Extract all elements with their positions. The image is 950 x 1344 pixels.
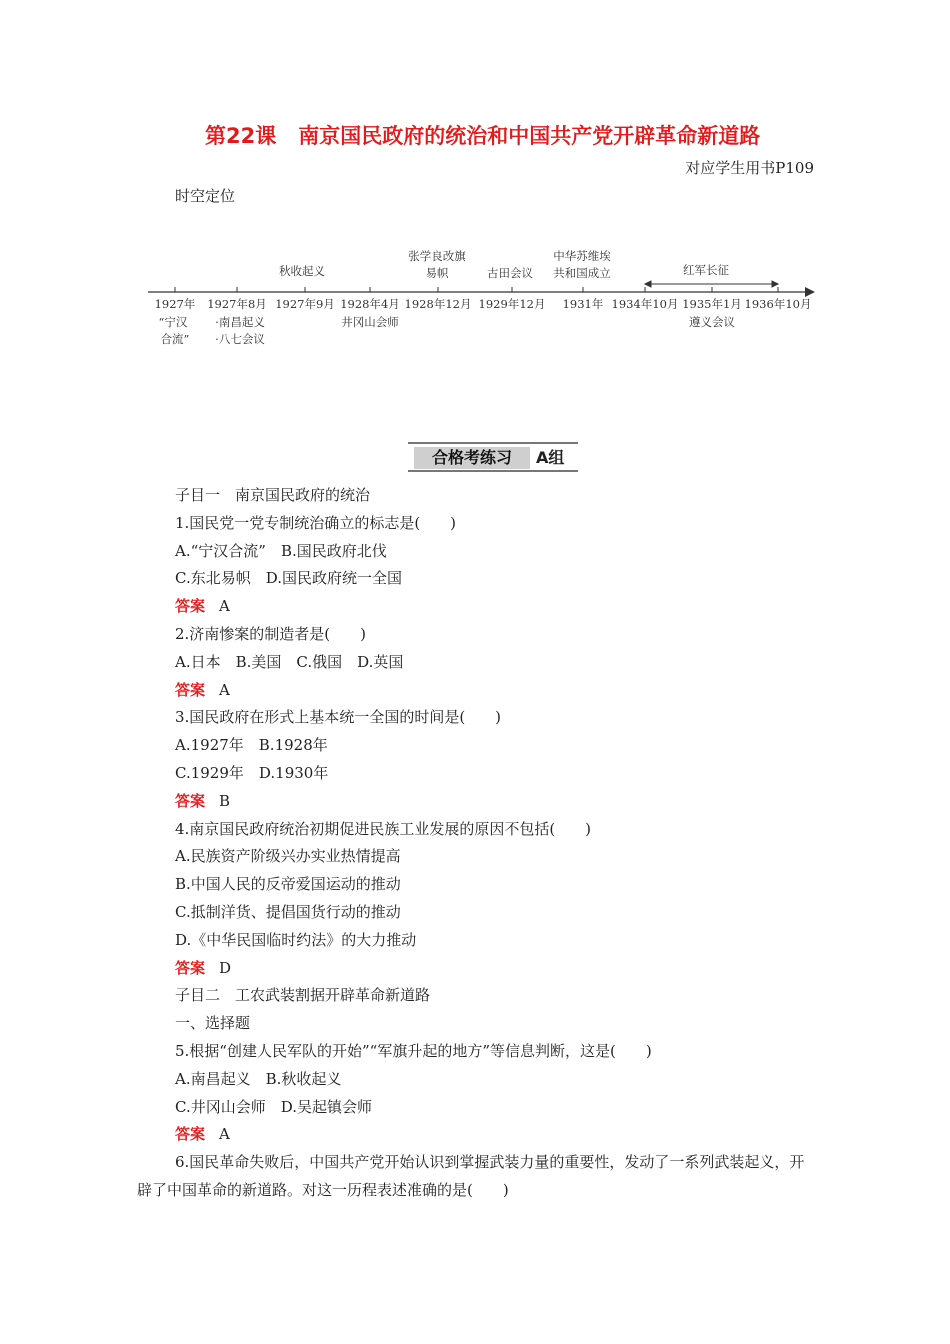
- section-label: 时空定位: [175, 187, 236, 205]
- date-label: 1928年4月: [340, 297, 400, 311]
- event-label: 易帜: [425, 266, 449, 280]
- event-label: 合流”: [160, 332, 190, 346]
- answer-label: 答案: [175, 1125, 206, 1144]
- event-label: 秋收起义: [279, 264, 325, 278]
- answer-line: [175, 955, 825, 983]
- event-label: 中华苏维埃: [553, 249, 611, 263]
- banner-rule-bottom: [408, 470, 578, 472]
- text-line: A.民族资产阶级兴办实业热情提高: [175, 847, 401, 866]
- long-march-range: [645, 281, 778, 287]
- event-label: 张学良改旗: [408, 249, 466, 263]
- text-line: D.《中华民国临时约法》的大力推动: [175, 930, 417, 949]
- date-label: 1935年1月: [682, 297, 742, 311]
- text-line: C.1929年 D.1930年: [175, 763, 329, 782]
- answer-line: [175, 593, 825, 621]
- book-reference: 对应学生用书P109: [685, 159, 814, 177]
- event-label: “宁汉: [158, 315, 188, 329]
- banner-label: 合格考练习: [414, 447, 530, 469]
- answer-label: 答案: [175, 791, 206, 810]
- answer-value: A: [219, 597, 230, 616]
- event-label: 共和国成立: [553, 266, 611, 280]
- text-line: 4.南京国民政府统治初期促进民族工业发展的原因不包括( ): [175, 819, 592, 838]
- exercise-body: [175, 482, 825, 1149]
- answer-value: D: [219, 958, 232, 977]
- event-label: ·南昌起义: [215, 315, 265, 329]
- event-label: 遵义会议: [689, 315, 735, 329]
- banner-rule-top: [408, 442, 578, 444]
- text-line: 5.根据“创建人民军队的开始”“军旗升起的地方”等信息判断，这是( ): [175, 1041, 652, 1060]
- date-label: 1927年: [154, 297, 196, 311]
- text-line: 3.国民政府在形式上基本统一全国的时间是( ): [175, 708, 502, 727]
- text-line: C.东北易帜 D.国民政府统一全国: [175, 569, 402, 588]
- date-label: 1928年12月: [404, 297, 472, 311]
- answer-label: 答案: [175, 597, 206, 616]
- text-line: A.日本 B.美国 C.俄国 D.英国: [175, 652, 404, 671]
- text-line: 2.济南惨案的制造者是( ): [175, 624, 367, 643]
- text-line: A.南昌起义 B.秋收起义: [175, 1069, 342, 1088]
- timeline-arrow: [805, 287, 815, 297]
- text-line: 1.国民党一党专制统治确立的标志是( ): [175, 513, 457, 532]
- answer-value: A: [219, 680, 230, 699]
- text-line: A.1927年 B.1928年: [175, 736, 328, 755]
- date-label: 1931年: [562, 297, 604, 311]
- date-label: 1934年10月: [611, 297, 679, 311]
- event-label: 古田会议: [487, 266, 533, 280]
- exercise-banner: [408, 440, 578, 474]
- answer-line: [175, 677, 825, 705]
- lesson-number: 第22课: [205, 124, 277, 148]
- event-label: 红军长征: [683, 263, 729, 277]
- answer-value: B: [219, 791, 231, 810]
- text-line: B.中国人民的反帝爱国运动的推动: [175, 875, 401, 894]
- answer-value: A: [219, 1125, 230, 1144]
- text-line: C.井冈山会师 D.吴起镇会师: [175, 1097, 372, 1116]
- event-label: 井冈山会师: [341, 315, 399, 329]
- answer-line: [175, 788, 825, 816]
- answer-line: [175, 1121, 825, 1149]
- lesson-name: 南京国民政府的统治和中国共产党开辟革命新道路: [298, 124, 761, 148]
- text-line: 子目一 南京国民政府的统治: [175, 486, 371, 504]
- text-line: 一、选择题: [175, 1014, 251, 1033]
- banner-group: A组: [536, 448, 565, 467]
- date-label: 1927年9月: [275, 297, 335, 311]
- timeline: [0, 230, 950, 370]
- date-label: 1927年8月: [207, 297, 267, 311]
- lesson-title: [205, 120, 815, 150]
- date-label: 1929年12月: [478, 297, 546, 311]
- text-line: C.抵制洋货、提倡国货行动的推动: [175, 902, 401, 921]
- event-label: ·八七会议: [215, 332, 265, 346]
- date-label: 1936年10月: [744, 297, 812, 311]
- answer-label: 答案: [175, 958, 206, 977]
- text-line: A.“宁汉合流” B.国民政府北伐: [175, 541, 387, 560]
- timeline-ticks: [175, 287, 778, 292]
- text-line: 子目二 工农武装割据开辟革命新道路: [175, 986, 431, 1005]
- answer-label: 答案: [175, 680, 206, 699]
- question-6: 6.国民革命失败后，中国共产党开始认识到掌握武装力量的重要性，发动了一系列武装起义，开辟了中国革命的新道路。对这一历程表述准确的是( ): [137, 1153, 805, 1199]
